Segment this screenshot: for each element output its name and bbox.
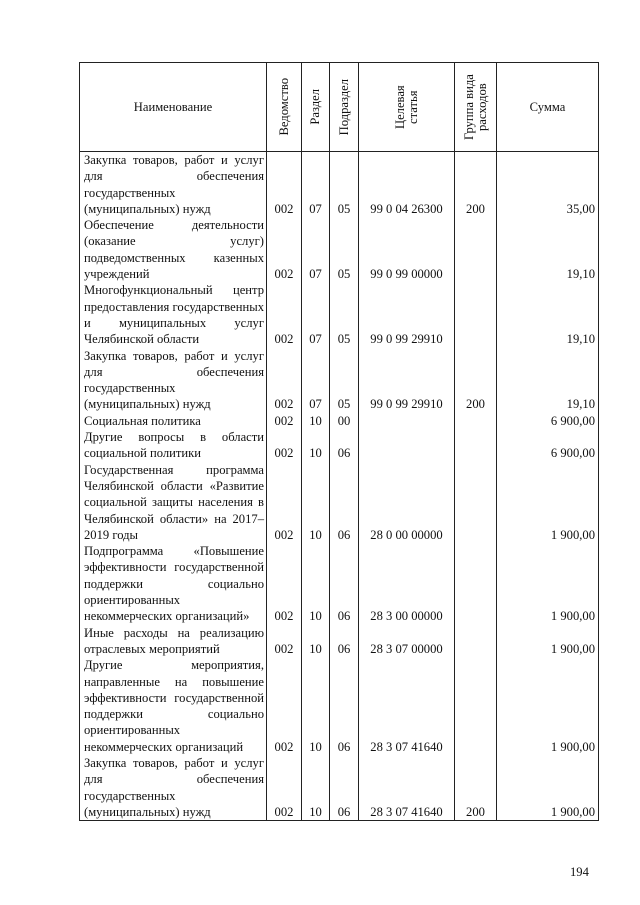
row-dept: 002	[267, 217, 302, 282]
row-name: Обеспечение деятельности (оказание услуг) подведомственных казенных учреждений	[80, 217, 267, 282]
row-section: 07	[302, 217, 330, 282]
table-header-row	[80, 63, 599, 152]
table-row	[80, 413, 599, 429]
row-name: Закупка товаров, работ и услуг для обеспечения государственных (муниципальных) нужд	[80, 755, 267, 821]
row-subsection: 06	[330, 625, 359, 658]
header-target: Целевая статья	[359, 63, 455, 152]
table-row	[80, 543, 599, 624]
row-subsection: 06	[330, 755, 359, 821]
row-sum: 19,10	[497, 348, 599, 413]
row-sum: 1 900,00	[497, 625, 599, 658]
row-subsection: 06	[330, 462, 359, 543]
row-target: 99 0 99 00000	[359, 217, 455, 282]
row-dept: 002	[267, 282, 302, 347]
row-group: 200	[455, 348, 497, 413]
row-section: 07	[302, 348, 330, 413]
header-exp-group: Группа вида расходов	[455, 63, 497, 152]
row-target: 99 0 04 26300	[359, 152, 455, 218]
row-sum: 1 900,00	[497, 462, 599, 543]
row-group	[455, 657, 497, 755]
header-sum: Сумма	[497, 63, 599, 152]
table-row	[80, 657, 599, 755]
row-sum: 1 900,00	[497, 755, 599, 821]
row-dept: 002	[267, 429, 302, 462]
row-target: 28 3 00 00000	[359, 543, 455, 624]
header-dept: Ведомство	[267, 63, 302, 152]
row-dept: 002	[267, 543, 302, 624]
row-subsection: 05	[330, 348, 359, 413]
row-name: Закупка товаров, работ и услуг для обеспечения государственных (муниципальных) нужд	[80, 348, 267, 413]
row-target: 28 3 07 41640	[359, 755, 455, 821]
row-sum: 19,10	[497, 217, 599, 282]
row-group	[455, 429, 497, 462]
row-section: 07	[302, 152, 330, 218]
row-subsection: 05	[330, 152, 359, 218]
row-group: 200	[455, 755, 497, 821]
row-section: 07	[302, 282, 330, 347]
row-target: 28 3 07 41640	[359, 657, 455, 755]
row-group	[455, 625, 497, 658]
row-dept: 002	[267, 152, 302, 218]
row-subsection: 00	[330, 413, 359, 429]
row-sum: 1 900,00	[497, 657, 599, 755]
table-row	[80, 755, 599, 821]
table-row	[80, 217, 599, 282]
row-target: 28 0 00 00000	[359, 462, 455, 543]
row-group	[455, 413, 497, 429]
row-dept: 002	[267, 657, 302, 755]
row-name: Закупка товаров, работ и услуг для обеспечения государственных (муниципальных) нужд	[80, 152, 267, 218]
row-target	[359, 413, 455, 429]
row-section: 10	[302, 755, 330, 821]
row-name: Другие мероприятия, направленные на повышение эффективности государственной поддержки социально ориентированных некоммерческих организаций	[80, 657, 267, 755]
row-sum: 1 900,00	[497, 543, 599, 624]
row-section: 10	[302, 625, 330, 658]
row-name: Социальная политика	[80, 413, 267, 429]
row-name: Многофункциональный центр предоставления государственных и муниципальных услуг Челябинской области	[80, 282, 267, 347]
row-dept: 002	[267, 755, 302, 821]
row-group	[455, 217, 497, 282]
row-section: 10	[302, 413, 330, 429]
row-dept: 002	[267, 462, 302, 543]
budget-table	[79, 62, 599, 821]
row-target: 99 0 99 29910	[359, 282, 455, 347]
row-subsection: 05	[330, 282, 359, 347]
row-group: 200	[455, 152, 497, 218]
row-target: 99 0 99 29910	[359, 348, 455, 413]
row-section: 10	[302, 543, 330, 624]
header-name: Наименование	[80, 63, 267, 152]
table-row	[80, 462, 599, 543]
row-name: Иные расходы на реализацию отраслевых мероприятий	[80, 625, 267, 658]
row-subsection: 05	[330, 217, 359, 282]
row-name: Государственная программа Челябинской области «Развитие социальной защиты населения в Челябинской области» на 2017–2019 годы	[80, 462, 267, 543]
row-dept: 002	[267, 625, 302, 658]
row-sum: 19,10	[497, 282, 599, 347]
header-subsection: Подраздел	[330, 63, 359, 152]
row-target	[359, 429, 455, 462]
row-group	[455, 462, 497, 543]
table-row	[80, 282, 599, 347]
row-target: 28 3 07 00000	[359, 625, 455, 658]
row-group	[455, 543, 497, 624]
page-number: 194	[570, 865, 589, 879]
row-sum: 6 900,00	[497, 413, 599, 429]
row-dept: 002	[267, 413, 302, 429]
row-subsection: 06	[330, 429, 359, 462]
row-name: Подпрограмма «Повышение эффективности государственной поддержки социально ориентированных некоммерческих организаций»	[80, 543, 267, 624]
row-subsection: 06	[330, 543, 359, 624]
row-section: 10	[302, 429, 330, 462]
table-row	[80, 152, 599, 218]
row-sum: 6 900,00	[497, 429, 599, 462]
row-sum: 35,00	[497, 152, 599, 218]
table-row	[80, 348, 599, 413]
row-section: 10	[302, 462, 330, 543]
header-section: Раздел	[302, 63, 330, 152]
row-section: 10	[302, 657, 330, 755]
row-name: Другие вопросы в области социальной политики	[80, 429, 267, 462]
table-row	[80, 429, 599, 462]
table-row	[80, 625, 599, 658]
row-group	[455, 282, 497, 347]
row-subsection: 06	[330, 657, 359, 755]
row-dept: 002	[267, 348, 302, 413]
